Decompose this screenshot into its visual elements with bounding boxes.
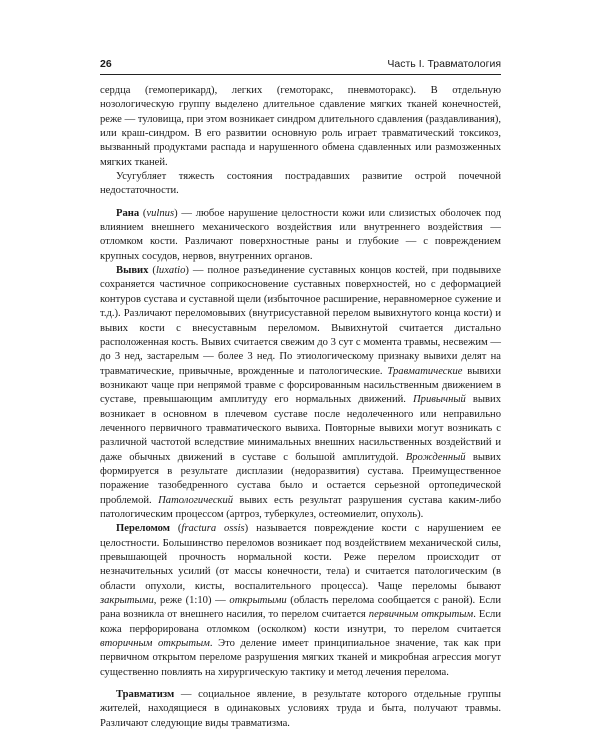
page-number: 26 xyxy=(100,58,112,70)
emph-pathological: Патологический xyxy=(158,494,234,506)
paragraph-traumatism: Травматизм — социальное явление, в результате которого отдельные группы жителей, находящиеся в одинаковых условиях труда и быта, получают травмы. Различают следующие виды травматизма. xyxy=(100,689,501,729)
paragraph-dislocation: Вывих (luxatio) — полное разъединение суставных концов костей, при подвывихе сохраняется частичное соприкосновение суставных поверхностей, но с деформацией контуров сустава и суставной щели (избыточное расширение, неравномерное сужение и т.д.). Различают переломовывих (внутрисуставной перелом вывихнутого конца кости) и вывих кости с внесуставным переломом. Вывихнутой считается дистально расположенная кость. Вывих считается свежим до 3 сут с момента травмы, несвежим — до 3 нед, застарелым — более 3 нед. По этиологическому признаку вывихи делят на травматические, привычные, врожденные и патологические. Травматические вывихи возникают чаще при непрямой травме с форсированным насильственным движением в суставе, превышающим амплитуду его нормальных движений. Привычный вывих возникает в основном в плечевом суставе после недолеченного или неправильно леченного первичного травматического вывиха. Повторные вывихи могут возникать с различной частотой вследствие минимальных внешних насильственных воздействий и даже обычных движений в суставе с большой амплитудой. Врожденный вывих формируется в результате дисплазии (недоразвития) сустава. Преимущественное поражение тазобедренного сустава было и остается серьезной ортопедической проблемой. Патологический вывих есть результат разрушения сустава каким-либо патологическим процессом (артроз, туберкулез, остеомиелит, опухоль). xyxy=(100,265,501,520)
emph-closed: закрытыми xyxy=(100,595,154,607)
term-dislocation: Вывих xyxy=(116,265,149,277)
running-head: Часть I. Травматология xyxy=(387,58,501,70)
paragraph-wound: Рана (vulnus) — любое нарушение целостности кожи или слизистых оболочек под влиянием внешнего механического воздействия или внутреннего воздействия — отломком кости. Различают поверхностные раны и глубокие — с повреждением крупных сосудов, нервов, внутренних органов. xyxy=(100,207,501,262)
emph-habitual: Привычный xyxy=(413,394,466,406)
emph-open: открытыми xyxy=(229,595,287,607)
paragraph-fracture: Переломом (fractura ossis) называется повреждение кости с нарушением ее целостности. Большинство переломов возникает под воздействием механической силы, превышающей прочность нормальной кости. Реже перелом происходит от незначительных усилий (от массы конечности, тела) и считается патологическим (в области опухоли, кисты, воспалительного процесса). Чаще переломы бывают закрытыми, реже (1:10) — открытыми (область перелома сообщается с раной). Если рана возникла от внешнего насилия, то перелом считается первичным открытым. Если кожа перфорирована отломком (осколком) кости изнутри, то перелом считается вторичным открытым. Это деление имеет принципиальное значение, так как при первичном открытом переломе разрушения мягких тканей и микробная агрессия могут существенно повлиять на хирургическую тактику и метод лечения перелома. xyxy=(100,523,501,678)
emph-secondary-open: вторичным открытым xyxy=(100,638,210,650)
latin-luxatio: luxatio xyxy=(155,265,186,277)
page-header xyxy=(100,56,501,75)
term-wound: Рана xyxy=(116,207,140,219)
term-traumatism: Травматизм xyxy=(116,689,175,701)
latin-fractura-ossis: fractura ossis xyxy=(181,523,245,535)
paragraph-renal-failure: Усугубляет тяжесть состояния пострадавших развитие острой почечной недостаточности. xyxy=(100,171,501,197)
term-fracture: Переломом xyxy=(116,523,170,535)
latin-vulnus: vulnus xyxy=(146,207,175,219)
emph-congenital: Врожденный xyxy=(405,451,466,463)
emph-primary-open: первичным открытым xyxy=(368,609,474,621)
paragraph-crush-syndrome: сердца (гемоперикард), легких (гемоторакс, пневмоторакс). В отдельную нозологическую группу выделено длительное сдавление мягких тканей конечностей, реже — туловища, при этом возникает синдром длительного сдавления (раздавливания), или краш-синдром. В его развитии основную роль играет травматический токсикоз, вызванный продуктами распада и нарушенного обмена сдавленных или размозженных мягких тканей. xyxy=(100,85,501,168)
body-text xyxy=(100,84,501,731)
emph-traumatic: Травматические xyxy=(387,365,463,377)
